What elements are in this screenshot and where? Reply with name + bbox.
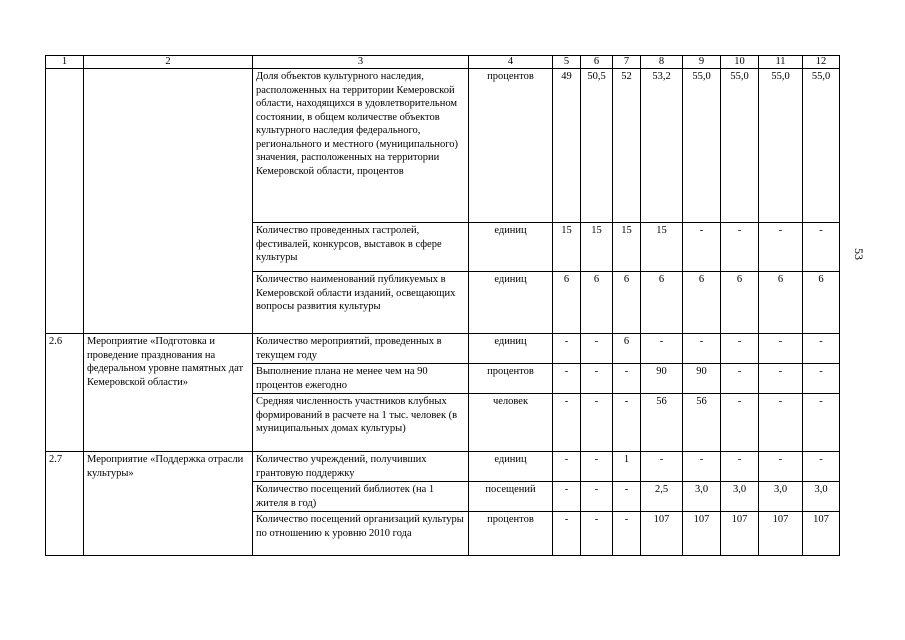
value-cell: 15 bbox=[553, 223, 581, 272]
value-cell: 107 bbox=[683, 512, 721, 556]
column-number: 4 bbox=[469, 56, 553, 69]
value-cell: - bbox=[613, 364, 641, 394]
value-cell: 3,0 bbox=[683, 482, 721, 512]
unit-cell: единиц bbox=[469, 223, 553, 272]
value-cell: - bbox=[721, 364, 759, 394]
value-cell: 52 bbox=[613, 69, 641, 223]
value-cell: - bbox=[759, 334, 803, 364]
indicator-cell: Выполнение плана не менее чем на 90 процентов ежегодно bbox=[253, 364, 469, 394]
column-number: 12 bbox=[803, 56, 840, 69]
value-cell: - bbox=[553, 512, 581, 556]
value-cell: - bbox=[581, 394, 613, 452]
value-cell: 6 bbox=[613, 334, 641, 364]
value-cell: 49 bbox=[553, 69, 581, 223]
value-cell: - bbox=[803, 394, 840, 452]
value-cell: 2,5 bbox=[641, 482, 683, 512]
value-cell: 6 bbox=[803, 272, 840, 334]
page-number: 53 bbox=[852, 248, 866, 260]
value-cell: - bbox=[721, 452, 759, 482]
indicator-cell: Количество мероприятий, проведенных в текущем году bbox=[253, 334, 469, 364]
column-number: 2 bbox=[84, 56, 253, 69]
unit-cell: процентов bbox=[469, 69, 553, 223]
column-number: 5 bbox=[553, 56, 581, 69]
value-cell: 53,2 bbox=[641, 69, 683, 223]
value-cell: 90 bbox=[641, 364, 683, 394]
value-cell: - bbox=[641, 334, 683, 364]
value-cell: - bbox=[613, 482, 641, 512]
value-cell: - bbox=[721, 334, 759, 364]
value-cell: - bbox=[553, 394, 581, 452]
value-cell: 107 bbox=[721, 512, 759, 556]
value-cell: - bbox=[581, 512, 613, 556]
value-cell: - bbox=[581, 482, 613, 512]
value-cell: 15 bbox=[613, 223, 641, 272]
value-cell: - bbox=[803, 364, 840, 394]
indicator-cell: Средняя численность участников клубных формирований в расчете на 1 тыс. человек (в муниципальных домах культуры) bbox=[253, 394, 469, 452]
value-cell: - bbox=[683, 223, 721, 272]
value-cell: 6 bbox=[581, 272, 613, 334]
value-cell: 3,0 bbox=[759, 482, 803, 512]
unit-cell: процентов bbox=[469, 364, 553, 394]
value-cell: - bbox=[759, 223, 803, 272]
indicator-cell: Количество проведенных гастролей, фестивалей, конкурсов, выставок в сфере культуры bbox=[253, 223, 469, 272]
value-cell: 55,0 bbox=[759, 69, 803, 223]
value-cell: - bbox=[553, 482, 581, 512]
value-cell: 90 bbox=[683, 364, 721, 394]
value-cell: - bbox=[803, 334, 840, 364]
value-cell: - bbox=[641, 452, 683, 482]
value-cell: 6 bbox=[553, 272, 581, 334]
value-cell: - bbox=[553, 334, 581, 364]
indicator-cell: Количество посещений организаций культуры по отношению к уровню 2010 года bbox=[253, 512, 469, 556]
value-cell: - bbox=[553, 452, 581, 482]
event-cell: Мероприятие «Поддержка отрасли культуры» bbox=[84, 452, 253, 556]
indicator-cell: Доля объектов культурного наследия, расположенных на территории Кемеровской области, находящихся в удовлетворительном состоянии, в общем количестве объектов культурного наследия федерального, регионального и местного (муниципального) значения, расположенных на территории Кемеровской области, процентов bbox=[253, 69, 469, 223]
value-cell: 107 bbox=[803, 512, 840, 556]
event-cell bbox=[84, 69, 253, 334]
column-number: 9 bbox=[683, 56, 721, 69]
value-cell: 3,0 bbox=[803, 482, 840, 512]
value-cell: 15 bbox=[581, 223, 613, 272]
column-number: 8 bbox=[641, 56, 683, 69]
value-cell: - bbox=[613, 512, 641, 556]
unit-cell: посещений bbox=[469, 482, 553, 512]
value-cell: 107 bbox=[641, 512, 683, 556]
value-cell: 1 bbox=[613, 452, 641, 482]
column-number: 1 bbox=[46, 56, 84, 69]
value-cell: 3,0 bbox=[721, 482, 759, 512]
value-cell: 56 bbox=[683, 394, 721, 452]
column-number: 6 bbox=[581, 56, 613, 69]
value-cell: 55,0 bbox=[721, 69, 759, 223]
indicator-cell: Количество посещений библиотек (на 1 жителя в год) bbox=[253, 482, 469, 512]
value-cell: 6 bbox=[641, 272, 683, 334]
indicator-cell: Количество учреждений, получивших грантовую поддержку bbox=[253, 452, 469, 482]
column-number-row bbox=[46, 56, 840, 69]
unit-cell: единиц bbox=[469, 334, 553, 364]
value-cell: 107 bbox=[759, 512, 803, 556]
value-cell: 50,5 bbox=[581, 69, 613, 223]
value-cell: 6 bbox=[759, 272, 803, 334]
value-cell: - bbox=[553, 364, 581, 394]
value-cell: - bbox=[683, 334, 721, 364]
unit-cell: единиц bbox=[469, 272, 553, 334]
value-cell: - bbox=[721, 223, 759, 272]
value-cell: - bbox=[581, 452, 613, 482]
value-cell: - bbox=[803, 223, 840, 272]
table-row bbox=[46, 334, 840, 364]
value-cell: 6 bbox=[683, 272, 721, 334]
code-cell: 2.6 bbox=[46, 334, 84, 452]
value-cell: - bbox=[581, 334, 613, 364]
value-cell: - bbox=[803, 452, 840, 482]
value-cell: - bbox=[759, 394, 803, 452]
event-cell: Мероприятие «Подготовка и проведение празднования на федеральном уровне памятных дат Кемеровской области» bbox=[84, 334, 253, 452]
value-cell: 6 bbox=[613, 272, 641, 334]
value-cell: 55,0 bbox=[683, 69, 721, 223]
value-cell: - bbox=[683, 452, 721, 482]
value-cell: 55,0 bbox=[803, 69, 840, 223]
unit-cell: процентов bbox=[469, 512, 553, 556]
table-row bbox=[46, 69, 840, 223]
column-number: 3 bbox=[253, 56, 469, 69]
indicators-table bbox=[45, 55, 840, 556]
unit-cell: единиц bbox=[469, 452, 553, 482]
code-cell bbox=[46, 69, 84, 334]
table-row bbox=[46, 452, 840, 482]
value-cell: - bbox=[581, 364, 613, 394]
code-cell: 2.7 bbox=[46, 452, 84, 556]
value-cell: - bbox=[759, 452, 803, 482]
unit-cell: человек bbox=[469, 394, 553, 452]
value-cell: - bbox=[759, 364, 803, 394]
column-number: 7 bbox=[613, 56, 641, 69]
column-number: 11 bbox=[759, 56, 803, 69]
column-number: 10 bbox=[721, 56, 759, 69]
indicator-cell: Количество наименований публикуемых в Кемеровской области изданий, освещающих вопросы развития культуры bbox=[253, 272, 469, 334]
value-cell: - bbox=[613, 394, 641, 452]
value-cell: 56 bbox=[641, 394, 683, 452]
value-cell: - bbox=[721, 394, 759, 452]
value-cell: 6 bbox=[721, 272, 759, 334]
value-cell: 15 bbox=[641, 223, 683, 272]
